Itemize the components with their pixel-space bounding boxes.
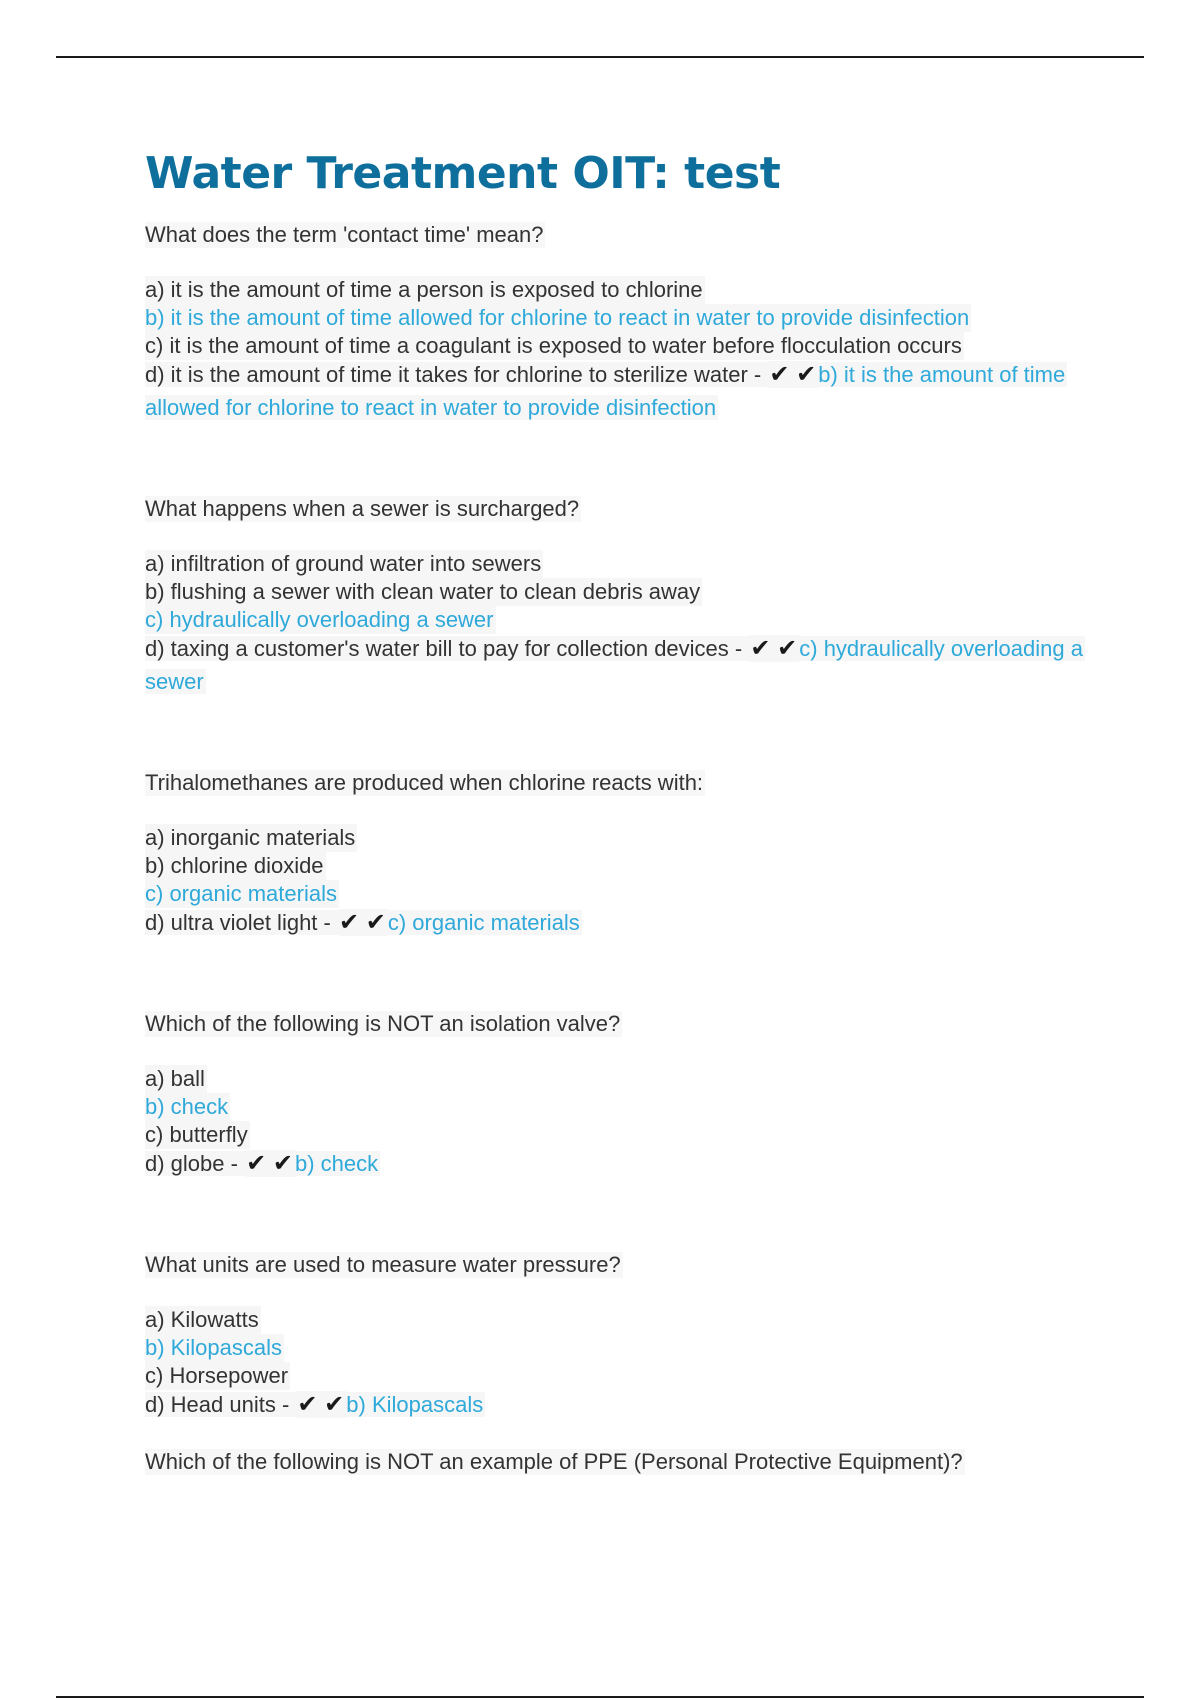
page-title: Water Treatment OIT: test	[145, 148, 781, 199]
question-block	[145, 1011, 1105, 1182]
answer-text: c) organic materials	[387, 910, 580, 935]
option-list	[145, 1306, 1105, 1423]
option-d: d) it is the amount of time it takes for chlorine to sterilize water -	[145, 362, 768, 387]
document-body	[145, 148, 1105, 1545]
option-d-with-answer	[145, 1149, 1105, 1182]
question-text: What units are used to measure water pressure?	[145, 1252, 621, 1277]
answer-text: b) it is the amount of time allowed for chlorine to react in water to provide disinfection	[145, 362, 1066, 420]
option-b-correct: b) Kilopascals	[145, 1335, 282, 1360]
check-marks-icon: ✔ ✔	[297, 1391, 345, 1418]
question-text: Which of the following is NOT an isolation valve?	[145, 1011, 621, 1036]
question-block	[145, 1252, 1105, 1423]
option-b-correct: b) check	[145, 1094, 229, 1119]
answer-text: b) check	[294, 1151, 379, 1176]
option-d: d) ultra violet light -	[145, 910, 337, 935]
answer-text: b) Kilopascals	[346, 1392, 484, 1417]
option-c-correct: c) hydraulically overloading a sewer	[145, 607, 494, 632]
option-c: c) Horsepower	[145, 1363, 289, 1388]
check-marks-icon: ✔ ✔	[338, 909, 386, 936]
option-a: a) ball	[145, 1066, 205, 1091]
question-block	[145, 1449, 1105, 1475]
option-b-correct: b) it is the amount of time allowed for chlorine to react in water to provide disinfection	[145, 305, 970, 330]
option-c: c) butterfly	[145, 1122, 248, 1147]
answer-text: c) hydraulically overloading a sewer	[145, 636, 1083, 694]
option-a: a) inorganic materials	[145, 825, 356, 850]
option-c-correct: c) organic materials	[145, 881, 337, 906]
question-block	[145, 496, 1105, 700]
bottom-rule	[56, 1696, 1144, 1698]
option-list	[145, 550, 1105, 700]
question-text: What does the term 'contact time' mean?	[145, 222, 544, 247]
option-b: b) flushing a sewer with clean water to clean debris away	[145, 579, 701, 604]
option-d-with-answer	[145, 360, 1105, 426]
option-a: a) it is the amount of time a person is exposed to chlorine	[145, 277, 703, 302]
check-marks-icon: ✔ ✔	[246, 1150, 293, 1177]
option-a: a) Kilowatts	[145, 1307, 259, 1332]
option-a: a) infiltration of ground water into sewers	[145, 551, 542, 576]
option-list	[145, 824, 1105, 941]
option-d: d) globe -	[145, 1151, 245, 1176]
option-d-with-answer	[145, 634, 1105, 700]
option-c: c) it is the amount of time a coagulant is exposed to water before flocculation occurs	[145, 333, 962, 358]
option-d-with-answer	[145, 908, 1105, 941]
option-list	[145, 1065, 1105, 1182]
question-block	[145, 770, 1105, 941]
question-text: What happens when a sewer is surcharged?	[145, 496, 580, 521]
check-marks-icon: ✔ ✔	[769, 361, 817, 388]
option-list	[145, 276, 1105, 426]
question-text: Trihalomethanes are produced when chlorine reacts with:	[145, 770, 704, 795]
check-marks-icon: ✔ ✔	[750, 635, 798, 662]
option-d: d) Head units -	[145, 1392, 296, 1417]
question-block	[145, 222, 1105, 426]
top-rule	[56, 56, 1144, 58]
question-text: Which of the following is NOT an example of PPE (Personal Protective Equipment)?	[145, 1449, 963, 1474]
option-d: d) taxing a customer's water bill to pay for collection devices -	[145, 636, 749, 661]
option-d-with-answer	[145, 1390, 1105, 1423]
option-b: b) chlorine dioxide	[145, 853, 324, 878]
